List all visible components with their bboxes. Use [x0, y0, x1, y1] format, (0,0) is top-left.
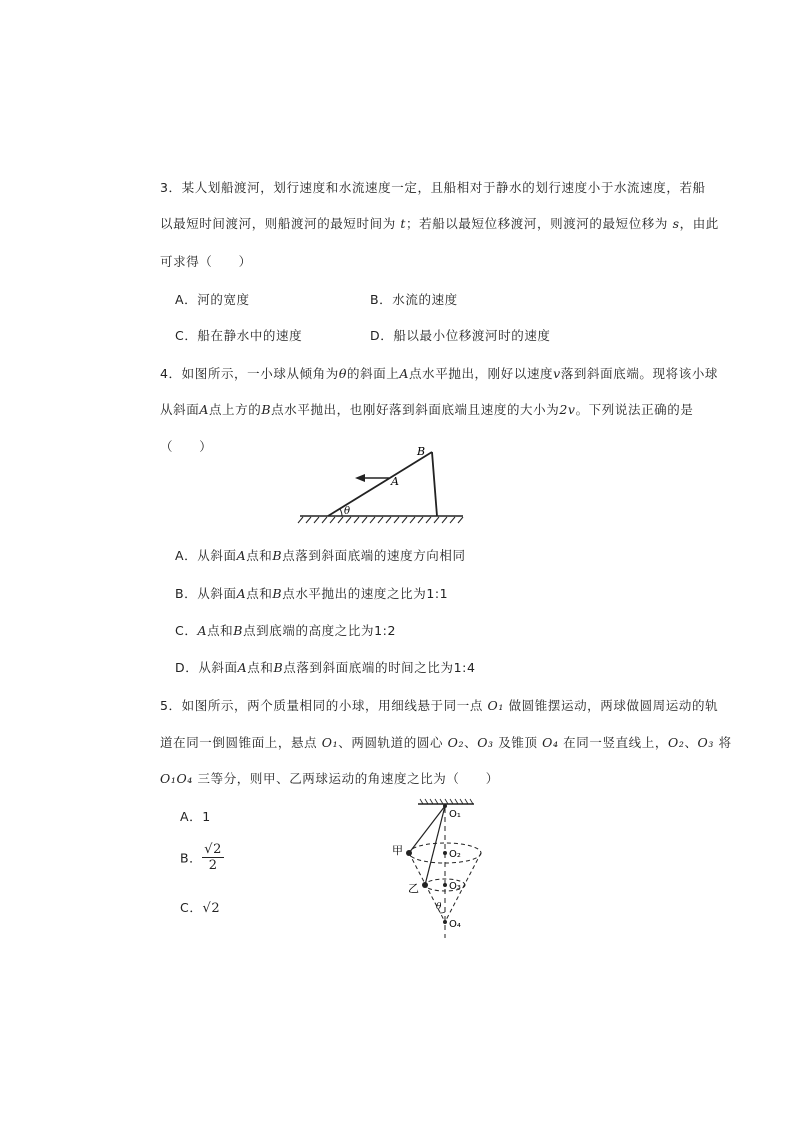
q3-option-b[interactable]: B．水流的速度	[370, 292, 458, 307]
q3-stem-line1: 3．某人划船渡河，划行速度和水流速度一定，且船相对于静水的划行速度小于水流速度，若船	[160, 180, 706, 195]
incline-vertical-side	[432, 452, 437, 516]
point-o4	[443, 920, 447, 924]
point-o2	[443, 851, 447, 855]
q5-stem-line2: 道在同一倒圆锥面上，悬点 O₁、两圆轨道的圆心 O₂、O₃ 及锥顶 O₄ 在同一竖直线上，O₂、O₃ 将	[160, 735, 732, 750]
label-theta: θ	[436, 902, 442, 912]
ball-jia	[406, 850, 412, 856]
point-o3	[443, 883, 447, 887]
q5-option-a[interactable]: A．1	[180, 809, 211, 824]
label-o3: O₃	[449, 881, 461, 892]
ball-yi	[422, 882, 428, 888]
q3-stem-line2: 以最短时间渡河，则船渡河的最短时间为 t；若船以最短位移渡河，则渡河的最短位移为 s，由此	[160, 216, 719, 231]
q4-option-b[interactable]: B．从斜面A点和B点水平抛出的速度之比为1:1	[175, 586, 449, 601]
q4-stem-line2: 从斜面A点上方的B点水平抛出，也刚好落到斜面底端且速度的大小为2v。下列说法正确的是	[160, 402, 694, 417]
label-a: A	[391, 475, 399, 488]
ceiling-hatching	[420, 799, 473, 804]
label-theta: θ	[344, 506, 351, 517]
arrow-head-icon	[355, 474, 365, 482]
incline-figure	[295, 440, 470, 526]
label-b: B	[417, 445, 426, 458]
point-o1	[443, 804, 447, 808]
label-o2: O₂	[449, 849, 461, 860]
q5-stem-line1: 5．如图所示，两个质量相同的小球，用细线悬于同一点 O₁ 做圆锥摆运动，两球做圆周运动的轨	[160, 698, 719, 713]
q4-stem-line1: 4．如图所示，一小球从倾角为θ的斜面上A点水平抛出，刚好以速度v落到斜面底端。现将该小球	[160, 366, 719, 381]
q4-option-a[interactable]: A．从斜面A点和B点落到斜面底端的速度方向相同	[175, 548, 466, 563]
label-jia: 甲	[392, 844, 403, 857]
q4-option-c[interactable]: C．A点和B点到底端的高度之比为1:2	[175, 623, 396, 638]
q3-option-c[interactable]: C．船在静水中的速度	[175, 328, 303, 343]
q4-option-d[interactable]: D．从斜面A点和B点落到斜面底端的时间之比为1:4	[175, 660, 476, 675]
label-o1: O₁	[449, 809, 461, 820]
string-yi	[425, 806, 445, 885]
sqrt2-over-2-fraction: $\frac{√2}{2}$	[204, 842, 223, 873]
q5-option-c[interactable]: C．√2	[180, 900, 221, 916]
q5-stem-line3: O₁O₄ 三等分，则甲、乙两球运动的角速度之比为（ ）	[160, 771, 499, 786]
q3-option-a[interactable]: A．河的宽度	[175, 292, 250, 307]
q3-stem-line3: 可求得（ ）	[160, 254, 252, 269]
theta-arc	[440, 912, 445, 913]
label-o4: O₄	[449, 919, 461, 930]
conical-pendulum-figure	[388, 796, 488, 942]
ground-hatching	[298, 517, 463, 523]
label-yi: 乙	[408, 882, 419, 895]
q4-stem-line3: （ ）	[160, 439, 213, 454]
q5-option-b[interactable]: B． $\frac{√2}{2}$	[180, 842, 223, 873]
theta-arc	[340, 509, 342, 516]
q3-option-d[interactable]: D．船以最小位移渡河时的速度	[370, 328, 551, 343]
